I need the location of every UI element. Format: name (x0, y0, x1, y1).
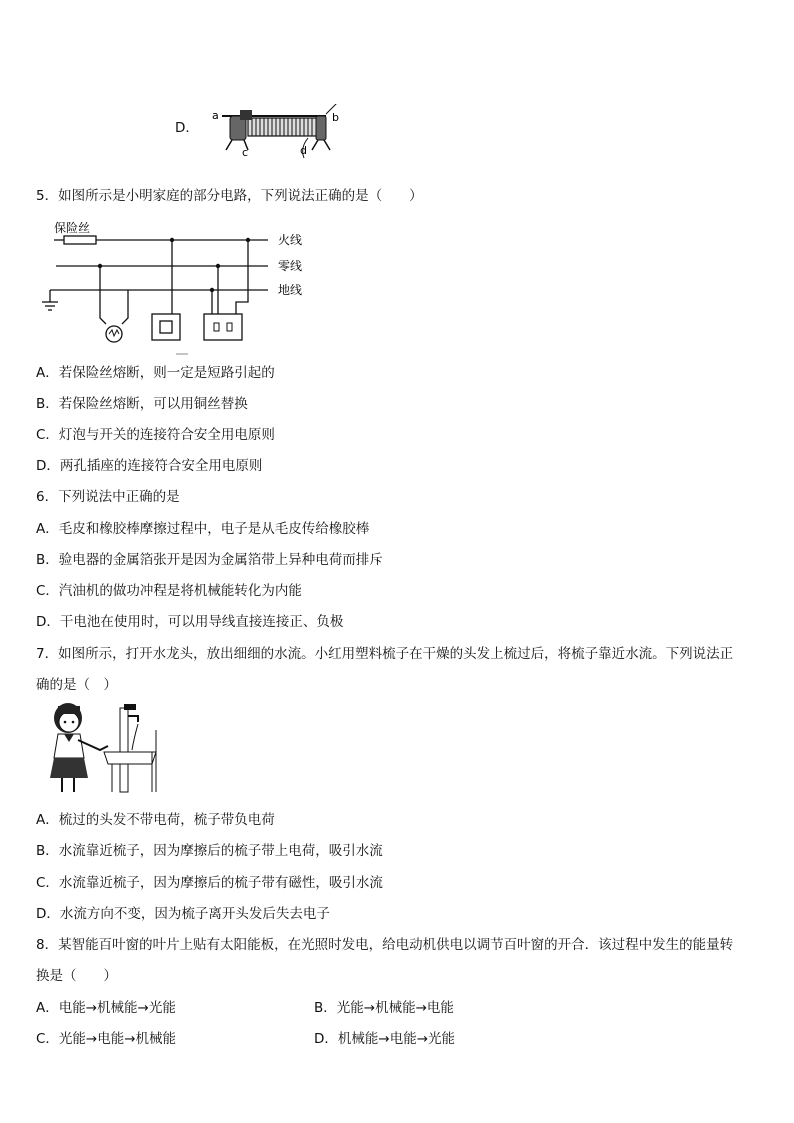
q6-option-c: C．汽油机的做功冲程是将机械能转化为内能 (36, 583, 302, 599)
live-wire-label: 火线 (278, 233, 303, 247)
q6-option-a: A．毛皮和橡胶棒摩擦过程中，电子是从毛皮传给橡胶棒 (36, 521, 370, 537)
q5-stem: 5．如图所示是小明家庭的部分电路，下列说法正确的是（ ） (36, 188, 423, 204)
q7-option-d: D．水流方向不变，因为梳子离开头发后失去电子 (36, 906, 330, 922)
q7-stem-line1: 7．如图所示，打开水龙头，放出细细的水流。小红用塑料梳子在干燥的头发上梳过后，将梳子靠近水流。下列说法正 (36, 646, 734, 662)
neutral-wire-label: 零线 (278, 259, 303, 273)
q5-option-c: C．灯泡与开关的连接符合安全用电原则 (36, 427, 275, 443)
q8-option-b: B．光能→机械能→电能 (314, 1000, 454, 1016)
household-circuit-figure (42, 218, 322, 358)
q8-stem-line2: 换是（ ） (36, 968, 117, 984)
q8-stem-line1: 8．某智能百叶窗的叶片上贴有太阳能板，在光照时发电，给电动机供电以调节百叶窗的开合．该过程中发生的能量转 (36, 937, 734, 953)
label-b: b (332, 111, 339, 124)
q5-option-d: D．两孔插座的连接符合安全用电原则 (36, 458, 263, 474)
q7-option-b: B．水流靠近梳子，因为摩擦后的梳子带上电荷，吸引水流 (36, 843, 383, 859)
q7-stem-line2: 确的是（ ） (36, 677, 117, 693)
label-d: d (300, 144, 307, 157)
q5-option-a: A．若保险丝熔断，则一定是短路引起的 (36, 365, 275, 381)
q8-option-c: C．光能→电能→机械能 (36, 1031, 177, 1047)
q8-option-a: A．电能→机械能→光能 (36, 1000, 176, 1016)
q6-option-d: D．干电池在使用时，可以用导线直接连接正、负极 (36, 614, 344, 630)
label-c: c (242, 146, 249, 159)
q7-option-a: A．梳过的头发不带电荷，梳子带负电荷 (36, 812, 275, 828)
label-a: a (212, 109, 219, 122)
q7-option-c: C．水流靠近梳子，因为摩擦后的梳子带有磁性，吸引水流 (36, 875, 383, 891)
fuse-label: 保险丝 (54, 221, 91, 235)
ground-wire-label: 地线 (278, 283, 303, 297)
q6-stem: 6．下列说法中正确的是 (36, 489, 180, 505)
girl-faucet-figure (42, 700, 162, 796)
q5-option-b: B．若保险丝熔断，可以用铜丝替换 (36, 396, 248, 412)
rheostat-figure (208, 104, 348, 160)
q4-option-d-label: D． (175, 120, 199, 136)
q8-option-d: D．机械能→电能→光能 (314, 1031, 456, 1047)
q6-option-b: B．验电器的金属箔张开是因为金属箔带上异种电荷而排斥 (36, 552, 383, 568)
